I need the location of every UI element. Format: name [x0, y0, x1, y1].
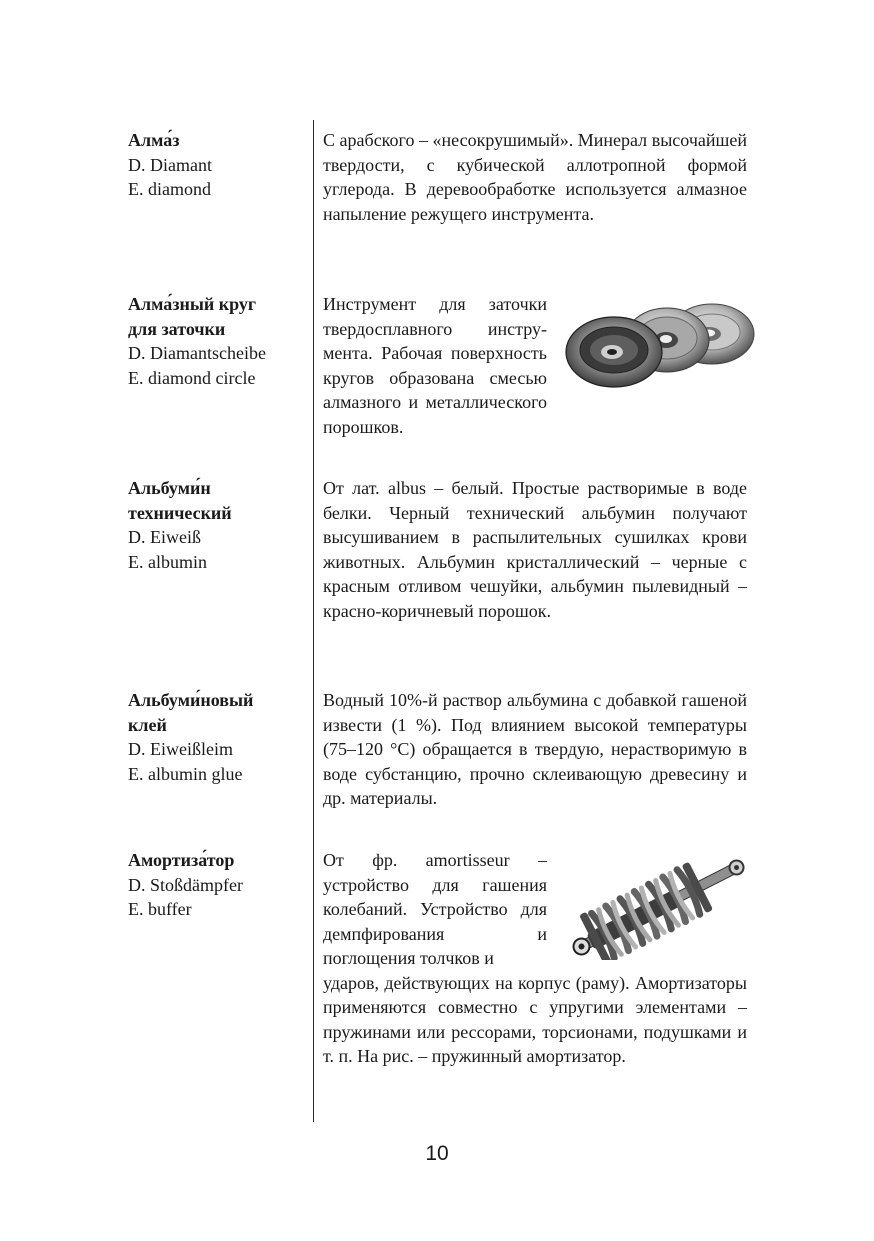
page-number: 10	[425, 1142, 449, 1165]
column-divider	[313, 120, 314, 1122]
term-en: E. diamond circle	[128, 367, 256, 388]
term-block	[128, 292, 303, 390]
term-head: Амортиза́тор	[128, 850, 235, 870]
term-en: E. buffer	[128, 899, 192, 919]
term-de: D. Diamant	[128, 154, 212, 175]
term-de: D. Eiweiß	[128, 527, 201, 547]
term-block	[128, 476, 303, 574]
shock-absorber-image	[562, 854, 756, 960]
spring-coils	[592, 868, 703, 957]
definition-part1: От фр. amortisseur – устройство для гашения колебаний. Устройство для демпфирования и поглощения толчков и	[323, 850, 547, 968]
term-head-line2: для заточки	[128, 318, 226, 339]
term-de: D. Diamantscheibe	[128, 343, 266, 363]
term-en: E. albumin	[128, 551, 207, 572]
definition: Инструмент для заточки твердосплавного инструмента. Рабочая поверхность кругов образована смесью алмазного и металлического порошков.	[323, 294, 547, 437]
term-block	[128, 848, 303, 922]
term-en: E. diamond	[128, 179, 211, 199]
term-head-line2: клей	[128, 714, 167, 735]
wheel-left	[566, 317, 662, 387]
term-block	[128, 688, 303, 786]
diamond-grinding-wheels-image	[562, 292, 758, 392]
term-head: Алма́з	[128, 130, 180, 150]
term-head-line1: Альбуми́н	[128, 478, 211, 498]
term-block	[128, 128, 303, 202]
definition: С арабского – «несокрушимый». Минерал высочайшей твердости, с кубической аллотропной формой углерода. В деревообработке используется алмазное напыление режущего инструмента.	[323, 130, 747, 224]
term-head-line1: Алма́зный круг	[128, 294, 257, 314]
term-head-line2: технический	[128, 502, 232, 523]
term-de: D. Stoßdämpfer	[128, 874, 243, 895]
term-de: D. Eiweißleim	[128, 739, 233, 759]
definition-part2: ударов, действующих на корпус (раму). Амортизаторы применяются совместно с упругими элементами – пружинами или рессорами, торсионами, подушками и т. п. На рис. – пружинный амортизатор.	[323, 972, 747, 1066]
definition: От лат. albus – белый. Простые растворимые в воде белки. Черный технический альбумин получают высушиванием в распылительных сушилках крови животных. Альбумин кристаллический – черные с красным отливом чешуйки, альбумин пылевидный – красно-коричневый порошок.	[323, 478, 747, 621]
term-head-line1: Альбуми́новый	[128, 690, 254, 710]
definition: Водный 10%-й раствор альбумина с добавкой гашеной извести (1 %). Под влиянием высокой температуры (75–120 °С) обращается в твердую, нерастворимую в воде субстанцию, прочно склеивающую древесину и др. материалы.	[323, 690, 747, 808]
term-en: E. albumin glue	[128, 763, 243, 784]
